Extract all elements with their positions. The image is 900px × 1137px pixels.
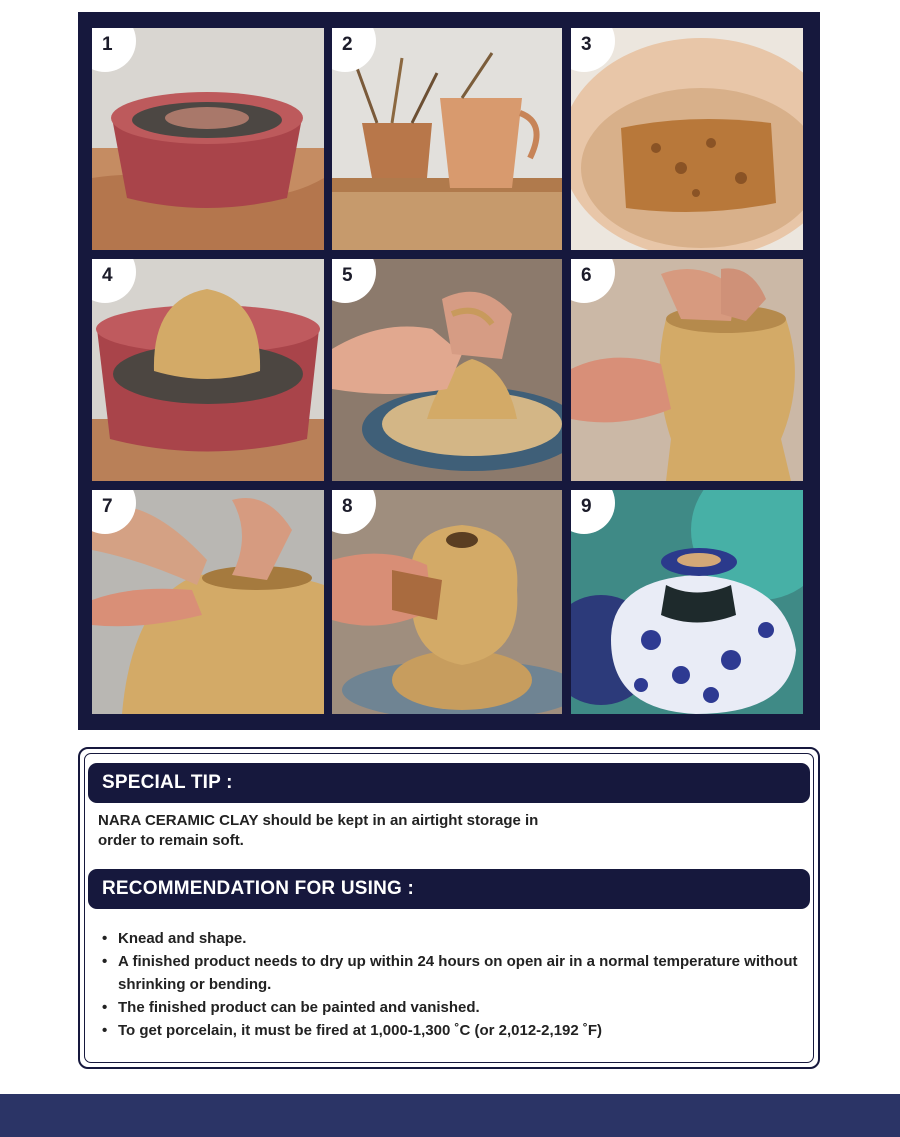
step-4-photo [92, 259, 324, 481]
step-7-photo [92, 490, 324, 714]
step-number-badge: 2 [332, 28, 376, 72]
step-6-photo [571, 259, 803, 481]
process-photo-grid [78, 12, 820, 730]
step-number-badge: 4 [92, 259, 136, 303]
step-number-badge: 5 [332, 259, 376, 303]
step-3-photo [571, 28, 803, 250]
list-item: • To get porcelain, it must be fired at 1,000-1,300 ˚C (or 2,012-2,192 ˚F) [102, 1022, 603, 1039]
step-9-photo [571, 490, 803, 714]
step-number-badge: 6 [571, 259, 615, 303]
special-tip-heading [88, 763, 810, 803]
step-8-photo [332, 490, 562, 714]
step-1-photo [92, 28, 324, 250]
recommendation-heading [88, 869, 810, 909]
step-number-badge: 7 [92, 490, 136, 534]
step-2-photo [332, 28, 562, 250]
step-number-badge: 8 [332, 490, 376, 534]
step-5-photo [332, 259, 562, 481]
step-number-badge: 3 [571, 28, 615, 72]
footer-band [0, 1094, 900, 1137]
special-tip-text: NARA CERAMIC CLAY should be kept in an airtight storage in order to remain soft. [98, 812, 539, 849]
recommendation-list [100, 927, 800, 1042]
list-item: • A finished product needs to dry up within 24 hours on open air in a normal temperature without shrinking or bending. [102, 953, 798, 993]
recommendation-heading-text: RECOMMENDATION FOR USING : [102, 878, 415, 899]
special-tip-heading-text: SPECIAL TIP : [102, 772, 233, 793]
step-number-badge: 1 [92, 28, 136, 72]
info-panel [78, 747, 820, 1069]
list-item: • Knead and shape. [102, 930, 247, 947]
step-number-badge: 9 [571, 490, 615, 534]
list-item: • The finished product can be painted and vanished. [102, 999, 480, 1016]
